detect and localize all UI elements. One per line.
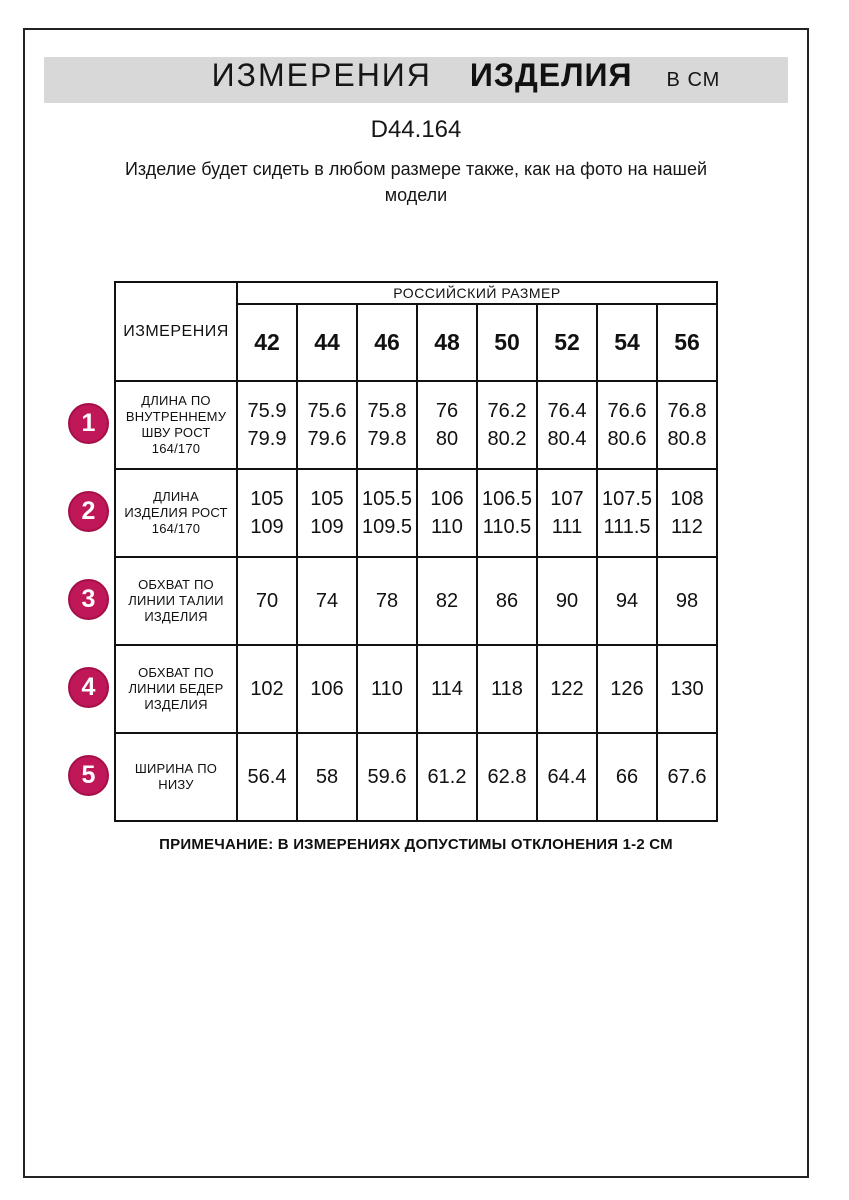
table-row [115, 282, 717, 304]
row-number-badge-2: 2 [68, 491, 109, 532]
tolerance-note: ПРИМЕЧАНИЕ: В ИЗМЕРЕНИЯХ ДОПУСТИМЫ ОТКЛОНЕНИЯ 1-2 СМ [159, 836, 673, 853]
page-title-units: В СМ [666, 69, 721, 91]
page-border [23, 28, 809, 1178]
size-header-48: 48 [417, 304, 477, 381]
value-cell: 62.8 [477, 733, 537, 821]
row-number-badge-3: 3 [68, 579, 109, 620]
value-cell: 105 109 [237, 469, 297, 557]
value-cell: 59.6 [357, 733, 417, 821]
value-cell: 114 [417, 645, 477, 733]
value-cell: 76.8 80.8 [657, 381, 717, 469]
row-label-inseam-length: ДЛИНА ПО ВНУТРЕННЕМУ ШВУ РОСТ 164/170 [115, 381, 237, 469]
measurements-column-header: ИЗМЕРЕНИЯ [115, 282, 237, 381]
size-table [114, 281, 718, 822]
size-header-42: 42 [237, 304, 297, 381]
value-cell: 94 [597, 557, 657, 645]
value-cell: 118 [477, 645, 537, 733]
size-header-50: 50 [477, 304, 537, 381]
size-header-46: 46 [357, 304, 417, 381]
value-cell: 86 [477, 557, 537, 645]
value-cell: 66 [597, 733, 657, 821]
size-header-56: 56 [657, 304, 717, 381]
value-cell: 126 [597, 645, 657, 733]
value-cell: 61.2 [417, 733, 477, 821]
table-row [115, 469, 717, 557]
value-cell: 70 [237, 557, 297, 645]
value-cell: 75.8 79.8 [357, 381, 417, 469]
russian-size-group-header: РОССИЙСКИЙ РАЗМЕР [237, 282, 717, 304]
value-cell: 105 109 [297, 469, 357, 557]
product-code: D44.164 [370, 116, 462, 143]
value-cell: 106 110 [417, 469, 477, 557]
value-cell: 64.4 [537, 733, 597, 821]
value-cell: 102 [237, 645, 297, 733]
value-cell: 107 111 [537, 469, 597, 557]
page-title-measurements: ИЗМЕРЕНИЯ [211, 57, 432, 93]
table-row [115, 557, 717, 645]
size-header-44: 44 [297, 304, 357, 381]
value-cell: 76.6 80.6 [597, 381, 657, 469]
value-cell: 106 [297, 645, 357, 733]
page-title-product: ИЗДЕЛИЯ [469, 57, 633, 93]
value-cell: 106.5 110.5 [477, 469, 537, 557]
title-banner [44, 57, 788, 103]
value-cell: 76.2 80.2 [477, 381, 537, 469]
value-cell: 67.6 [657, 733, 717, 821]
value-cell: 58 [297, 733, 357, 821]
value-cell: 130 [657, 645, 717, 733]
size-table-container [81, 281, 718, 822]
value-cell: 98 [657, 557, 717, 645]
size-header-52: 52 [537, 304, 597, 381]
table-row [115, 381, 717, 469]
row-label-garment-length: ДЛИНА ИЗДЕЛИЯ РОСТ 164/170 [115, 469, 237, 557]
row-number-badge-1: 1 [68, 403, 109, 444]
table-row [115, 733, 717, 821]
row-label-hip-girth: ОБХВАТ ПО ЛИНИИ БЕДЕР ИЗДЕЛИЯ [115, 645, 237, 733]
value-cell: 74 [297, 557, 357, 645]
value-cell: 90 [537, 557, 597, 645]
table-row [115, 645, 717, 733]
row-label-waist-girth: ОБХВАТ ПО ЛИНИИ ТАЛИИ ИЗДЕЛИЯ [115, 557, 237, 645]
fit-subtitle: Изделие будет сидеть в любом размере также, как на фото на нашей модели [124, 159, 708, 205]
value-cell: 75.6 79.6 [297, 381, 357, 469]
row-label-bottom-width: ШИРИНА ПО НИЗУ [115, 733, 237, 821]
size-header-54: 54 [597, 304, 657, 381]
value-cell: 56.4 [237, 733, 297, 821]
value-cell: 122 [537, 645, 597, 733]
value-cell: 108 112 [657, 469, 717, 557]
value-cell: 76 80 [417, 381, 477, 469]
value-cell: 110 [357, 645, 417, 733]
value-cell: 107.5 111.5 [597, 469, 657, 557]
value-cell: 75.9 79.9 [237, 381, 297, 469]
value-cell: 76.4 80.4 [537, 381, 597, 469]
value-cell: 78 [357, 557, 417, 645]
row-number-badge-4: 4 [68, 667, 109, 708]
row-number-badge-5: 5 [68, 755, 109, 796]
value-cell: 82 [417, 557, 477, 645]
value-cell: 105.5 109.5 [357, 469, 417, 557]
